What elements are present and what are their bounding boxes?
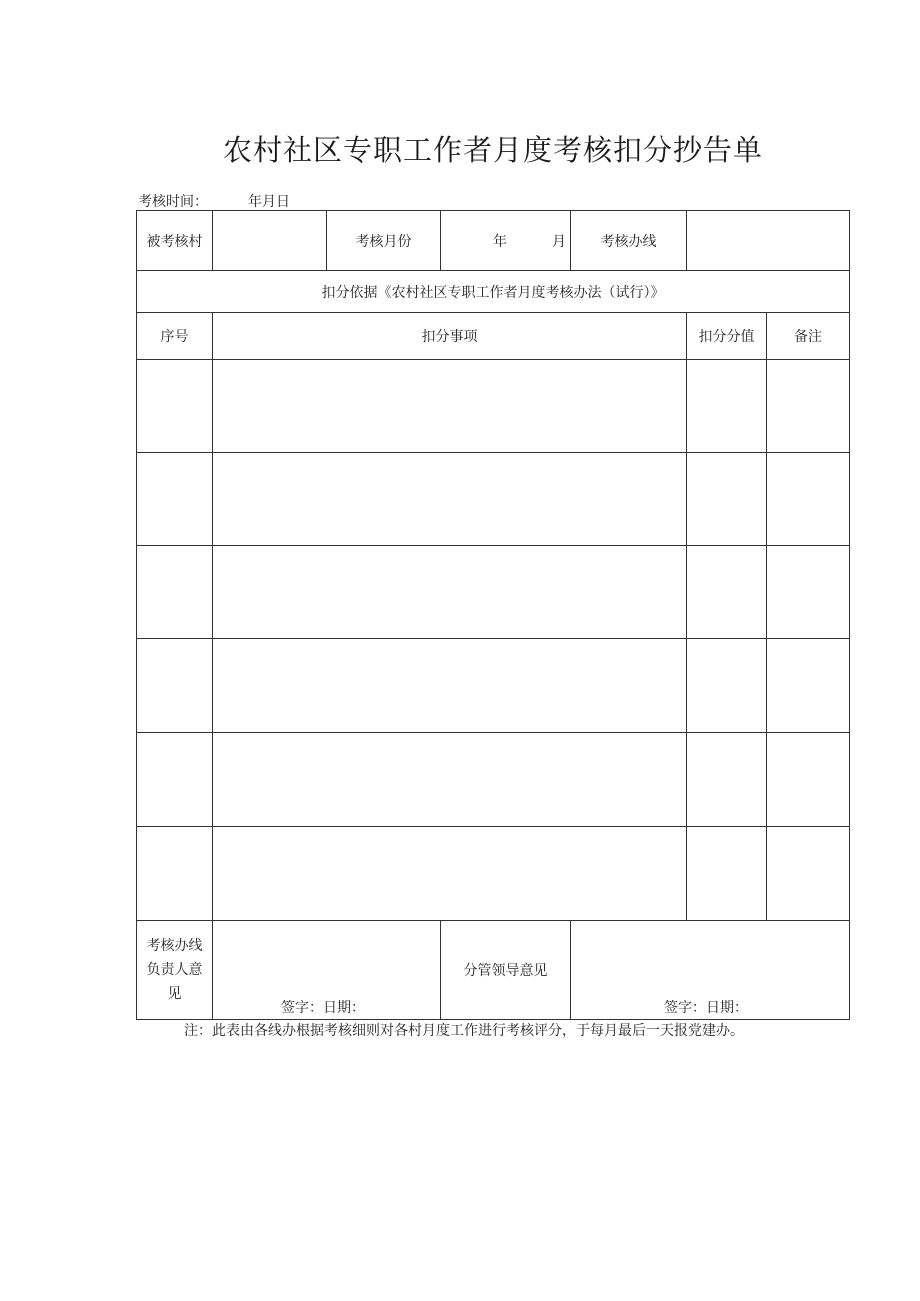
table-row [137, 453, 850, 546]
year-char: 年 [493, 233, 507, 250]
year-month-field[interactable] [441, 211, 571, 271]
table-row [137, 827, 850, 921]
village-label: 被考核村 [137, 211, 213, 271]
month-char: 月 [552, 233, 566, 250]
leader-opinion-label: 考核办线负责人意见 [137, 921, 213, 1020]
table-row [137, 639, 850, 733]
column-header-row [137, 313, 850, 360]
deduction-form-table [136, 210, 850, 1020]
score-cell[interactable] [687, 360, 767, 453]
exam-time-label: 考核时间： [138, 194, 208, 210]
seq-cell[interactable] [137, 453, 213, 546]
leader-opinion-field[interactable] [213, 921, 441, 1020]
header-remark: 备注 [767, 313, 850, 360]
manager-opinion-label: 分管领导意见 [441, 921, 571, 1020]
basis-row [137, 271, 850, 313]
seq-cell[interactable] [137, 546, 213, 639]
month-label: 考核月份 [327, 211, 441, 271]
seq-cell[interactable] [137, 733, 213, 827]
item-cell[interactable] [213, 827, 687, 921]
header-item: 扣分事项 [213, 313, 687, 360]
exam-time-line [138, 191, 290, 211]
remark-cell[interactable] [767, 546, 850, 639]
header-seq: 序号 [137, 313, 213, 360]
remark-cell[interactable] [767, 733, 850, 827]
deduction-basis: 扣分依据《农村社区专职工作者月度考核办法（试行）》 [137, 271, 850, 313]
header-info-row [137, 211, 850, 271]
table-row [137, 360, 850, 453]
item-cell[interactable] [213, 733, 687, 827]
seq-cell[interactable] [137, 639, 213, 733]
remark-cell[interactable] [767, 639, 850, 733]
score-cell[interactable] [687, 546, 767, 639]
header-score: 扣分分值 [687, 313, 767, 360]
score-cell[interactable] [687, 453, 767, 546]
remark-cell[interactable] [767, 453, 850, 546]
item-cell[interactable] [213, 639, 687, 733]
leader-sign-date: 签字：日期： [281, 1000, 365, 1016]
footer-note: 注：此表由各线办根据考核细则对各村月度工作进行考核评分，于每月最后一天报党建办。 [184, 1023, 744, 1039]
office-label: 考核办线 [571, 211, 687, 271]
item-cell[interactable] [213, 360, 687, 453]
seq-cell[interactable] [137, 360, 213, 453]
item-cell[interactable] [213, 546, 687, 639]
manager-sign-date: 签字：日期： [664, 1000, 748, 1016]
remark-cell[interactable] [767, 360, 850, 453]
table-row [137, 733, 850, 827]
item-cell[interactable] [213, 453, 687, 546]
manager-opinion-field[interactable] [571, 921, 850, 1020]
opinion-row [137, 921, 850, 1020]
score-cell[interactable] [687, 639, 767, 733]
document-title: 农村社区专职工作者月度考核扣分抄告单 [222, 133, 763, 167]
score-cell[interactable] [687, 733, 767, 827]
office-field[interactable] [687, 211, 850, 271]
village-field[interactable] [213, 211, 327, 271]
remark-cell[interactable] [767, 827, 850, 921]
score-cell[interactable] [687, 827, 767, 921]
seq-cell[interactable] [137, 827, 213, 921]
exam-time-date: 年月日 [248, 194, 290, 210]
table-row [137, 546, 850, 639]
